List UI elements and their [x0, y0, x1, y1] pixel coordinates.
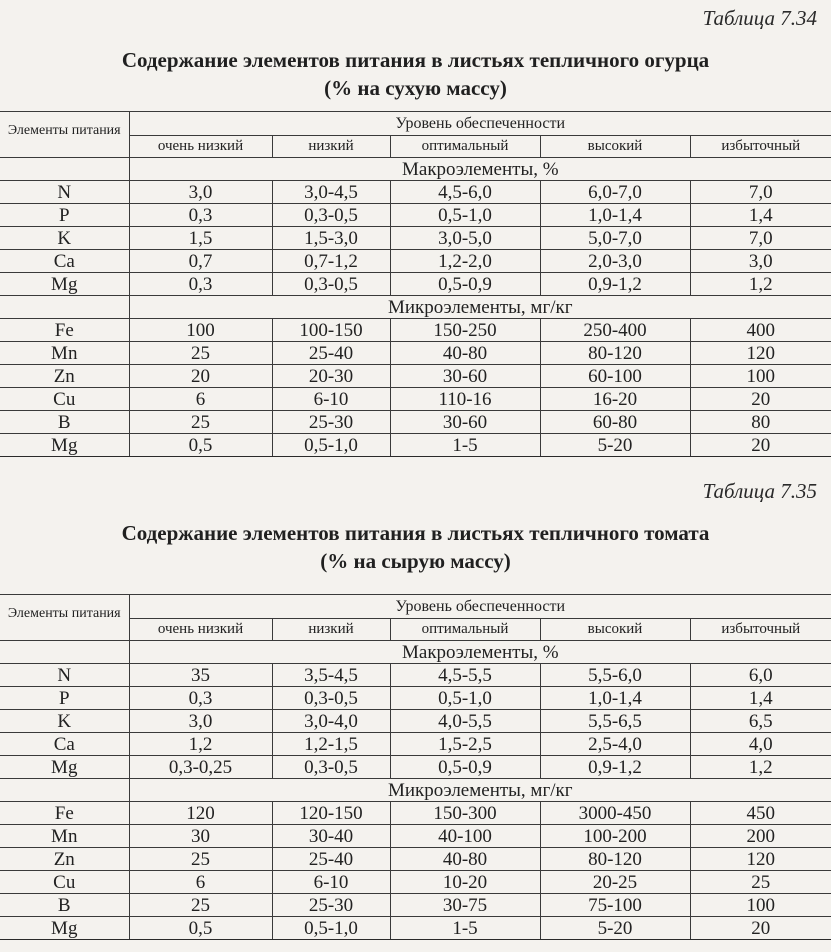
value-cell: 1,4 — [690, 687, 831, 710]
section-spacer — [0, 641, 129, 664]
value-cell: 0,7-1,2 — [272, 250, 390, 273]
table-row — [0, 710, 831, 733]
column-header: оптимальный — [390, 136, 540, 158]
value-cell: 120 — [129, 802, 272, 825]
value-cell: 1,5-3,0 — [272, 227, 390, 250]
value-cell: 0,7 — [129, 250, 272, 273]
table-number: Таблица 7.34 — [702, 6, 817, 30]
value-cell: 7,0 — [690, 227, 831, 250]
value-cell: 60-100 — [540, 365, 690, 388]
value-cell: 5-20 — [540, 917, 690, 940]
value-cell: 1,2-2,0 — [390, 250, 540, 273]
value-cell: 120 — [690, 342, 831, 365]
element-symbol: Mn — [0, 825, 129, 848]
table-row — [0, 917, 831, 940]
value-cell: 25-30 — [272, 411, 390, 434]
element-symbol: Mg — [0, 756, 129, 779]
value-cell: 30-60 — [390, 411, 540, 434]
value-cell: 1,2 — [129, 733, 272, 756]
value-cell: 0,3-0,5 — [272, 756, 390, 779]
macro-section-label: Макроэлементы, % — [129, 641, 831, 664]
value-cell: 25-30 — [272, 894, 390, 917]
element-symbol: B — [0, 894, 129, 917]
value-cell: 2,5-4,0 — [540, 733, 690, 756]
table-row — [0, 664, 831, 687]
value-cell: 150-250 — [390, 319, 540, 342]
value-cell: 40-80 — [390, 342, 540, 365]
value-cell: 20 — [690, 434, 831, 457]
table-row — [0, 181, 831, 204]
value-cell: 100-150 — [272, 319, 390, 342]
value-cell: 0,5-1,0 — [272, 434, 390, 457]
value-cell: 30-75 — [390, 894, 540, 917]
table-title — [0, 519, 831, 575]
value-cell: 1,0-1,4 — [540, 687, 690, 710]
value-cell: 0,3 — [129, 687, 272, 710]
value-cell: 0,5-0,9 — [390, 756, 540, 779]
value-cell: 0,3-0,25 — [129, 756, 272, 779]
value-cell: 250-400 — [540, 319, 690, 342]
level-header: Уровень обеспеченности — [129, 112, 831, 136]
column-header: низкий — [272, 136, 390, 158]
column-header: избыточный — [690, 619, 831, 641]
table-row — [0, 273, 831, 296]
value-cell: 20 — [690, 388, 831, 411]
value-cell: 25 — [129, 342, 272, 365]
value-cell: 25 — [690, 871, 831, 894]
value-cell: 25 — [129, 894, 272, 917]
element-symbol: P — [0, 204, 129, 227]
value-cell: 20-30 — [272, 365, 390, 388]
value-cell: 5-20 — [540, 434, 690, 457]
table-title — [0, 46, 831, 102]
value-cell: 0,5 — [129, 434, 272, 457]
value-cell: 3,0-4,0 — [272, 710, 390, 733]
section-spacer — [0, 296, 129, 319]
value-cell: 4,5-6,0 — [390, 181, 540, 204]
header-row — [0, 112, 831, 136]
value-cell: 6 — [129, 388, 272, 411]
value-cell: 0,5-1,0 — [390, 687, 540, 710]
value-cell: 400 — [690, 319, 831, 342]
table-row — [0, 802, 831, 825]
value-cell: 110-16 — [390, 388, 540, 411]
table-number: Таблица 7.35 — [702, 479, 817, 503]
value-cell: 120 — [690, 848, 831, 871]
value-cell: 3,0 — [129, 710, 272, 733]
value-cell: 30-40 — [272, 825, 390, 848]
elements-header: Элементы питания — [0, 595, 129, 641]
table-row — [0, 434, 831, 457]
value-cell: 1,4 — [690, 204, 831, 227]
value-cell: 25-40 — [272, 848, 390, 871]
value-cell: 3,0-5,0 — [390, 227, 540, 250]
value-cell: 6-10 — [272, 871, 390, 894]
value-cell: 0,3-0,5 — [272, 687, 390, 710]
value-cell: 200 — [690, 825, 831, 848]
value-cell: 40-80 — [390, 848, 540, 871]
column-header: оптимальный — [390, 619, 540, 641]
element-symbol: K — [0, 710, 129, 733]
value-cell: 0,3 — [129, 204, 272, 227]
header-row — [0, 595, 831, 619]
column-header: очень низкий — [129, 136, 272, 158]
level-header: Уровень обеспеченности — [129, 595, 831, 619]
value-cell: 0,5-0,9 — [390, 273, 540, 296]
section-row — [0, 641, 831, 664]
elements-header: Элементы питания — [0, 112, 129, 158]
value-cell: 100 — [690, 365, 831, 388]
value-cell: 3000-450 — [540, 802, 690, 825]
value-cell: 20 — [690, 917, 831, 940]
element-symbol: Mg — [0, 434, 129, 457]
value-cell: 0,3-0,5 — [272, 204, 390, 227]
value-cell: 0,3 — [129, 273, 272, 296]
column-header: высокий — [540, 619, 690, 641]
section-row — [0, 158, 831, 181]
element-symbol: K — [0, 227, 129, 250]
value-cell: 0,9-1,2 — [540, 273, 690, 296]
table-row — [0, 756, 831, 779]
element-symbol: Zn — [0, 365, 129, 388]
value-cell: 6,0 — [690, 664, 831, 687]
title-subline: (% на сухую массу) — [324, 76, 507, 100]
table-row — [0, 250, 831, 273]
value-cell: 16-20 — [540, 388, 690, 411]
value-cell: 1,2 — [690, 756, 831, 779]
element-symbol: Ca — [0, 250, 129, 273]
value-cell: 3,0 — [129, 181, 272, 204]
element-symbol: N — [0, 664, 129, 687]
element-symbol: N — [0, 181, 129, 204]
nutrient-table — [0, 594, 831, 940]
element-symbol: Zn — [0, 848, 129, 871]
macro-section-label: Макроэлементы, % — [129, 158, 831, 181]
column-header: очень низкий — [129, 619, 272, 641]
value-cell: 25 — [129, 411, 272, 434]
value-cell: 40-100 — [390, 825, 540, 848]
value-cell: 6,0-7,0 — [540, 181, 690, 204]
table-row — [0, 894, 831, 917]
value-cell: 0,3-0,5 — [272, 273, 390, 296]
micro-section-label: Микроэлементы, мг/кг — [129, 296, 831, 319]
element-symbol: Mn — [0, 342, 129, 365]
table-row — [0, 204, 831, 227]
micro-section-label: Микроэлементы, мг/кг — [129, 779, 831, 802]
value-cell: 150-300 — [390, 802, 540, 825]
element-symbol: Fe — [0, 319, 129, 342]
value-cell: 0,5-1,0 — [390, 204, 540, 227]
value-cell: 1,2-1,5 — [272, 733, 390, 756]
value-cell: 4,0 — [690, 733, 831, 756]
value-cell: 0,9-1,2 — [540, 756, 690, 779]
value-cell: 20-25 — [540, 871, 690, 894]
value-cell: 5,5-6,0 — [540, 664, 690, 687]
value-cell: 5,5-6,5 — [540, 710, 690, 733]
value-cell: 10-20 — [390, 871, 540, 894]
table-row — [0, 227, 831, 250]
value-cell: 1-5 — [390, 917, 540, 940]
section-row — [0, 296, 831, 319]
value-cell: 30-60 — [390, 365, 540, 388]
value-cell: 25 — [129, 848, 272, 871]
value-cell: 75-100 — [540, 894, 690, 917]
element-symbol: B — [0, 411, 129, 434]
title-line: Содержание элементов питания в листьях тепличного огурца — [121, 48, 710, 72]
table-row — [0, 848, 831, 871]
table-row — [0, 871, 831, 894]
value-cell: 6-10 — [272, 388, 390, 411]
value-cell: 80-120 — [540, 848, 690, 871]
value-cell: 20 — [129, 365, 272, 388]
value-cell: 60-80 — [540, 411, 690, 434]
value-cell: 25-40 — [272, 342, 390, 365]
value-cell: 0,5 — [129, 917, 272, 940]
value-cell: 100 — [690, 894, 831, 917]
value-cell: 100-200 — [540, 825, 690, 848]
element-symbol: Mg — [0, 917, 129, 940]
table-row — [0, 388, 831, 411]
section-spacer — [0, 779, 129, 802]
column-header: высокий — [540, 136, 690, 158]
element-symbol: Cu — [0, 388, 129, 411]
column-header: низкий — [272, 619, 390, 641]
table-row — [0, 825, 831, 848]
value-cell: 1,0-1,4 — [540, 204, 690, 227]
table-row — [0, 733, 831, 756]
value-cell: 6,5 — [690, 710, 831, 733]
value-cell: 5,0-7,0 — [540, 227, 690, 250]
value-cell: 3,0-4,5 — [272, 181, 390, 204]
value-cell: 120-150 — [272, 802, 390, 825]
value-cell: 4,0-5,5 — [390, 710, 540, 733]
element-symbol: P — [0, 687, 129, 710]
value-cell: 1,5 — [129, 227, 272, 250]
nutrient-table — [0, 111, 831, 457]
value-cell: 100 — [129, 319, 272, 342]
value-cell: 1-5 — [390, 434, 540, 457]
value-cell: 1,5-2,5 — [390, 733, 540, 756]
value-cell: 6 — [129, 871, 272, 894]
table-row — [0, 687, 831, 710]
column-header: избыточный — [690, 136, 831, 158]
value-cell: 80 — [690, 411, 831, 434]
value-cell: 3,0 — [690, 250, 831, 273]
element-symbol: Mg — [0, 273, 129, 296]
element-symbol: Ca — [0, 733, 129, 756]
element-symbol: Fe — [0, 802, 129, 825]
table-row — [0, 411, 831, 434]
title-subline: (% на сырую массу) — [320, 549, 511, 573]
value-cell: 0,5-1,0 — [272, 917, 390, 940]
table-row — [0, 319, 831, 342]
value-cell: 35 — [129, 664, 272, 687]
table-row — [0, 342, 831, 365]
table-row — [0, 365, 831, 388]
value-cell: 7,0 — [690, 181, 831, 204]
section-spacer — [0, 158, 129, 181]
value-cell: 2,0-3,0 — [540, 250, 690, 273]
value-cell: 450 — [690, 802, 831, 825]
value-cell: 30 — [129, 825, 272, 848]
value-cell: 1,2 — [690, 273, 831, 296]
section-row — [0, 779, 831, 802]
title-line: Содержание элементов питания в листьях тепличного томата — [121, 521, 710, 545]
value-cell: 80-120 — [540, 342, 690, 365]
value-cell: 3,5-4,5 — [272, 664, 390, 687]
value-cell: 4,5-5,5 — [390, 664, 540, 687]
element-symbol: Cu — [0, 871, 129, 894]
